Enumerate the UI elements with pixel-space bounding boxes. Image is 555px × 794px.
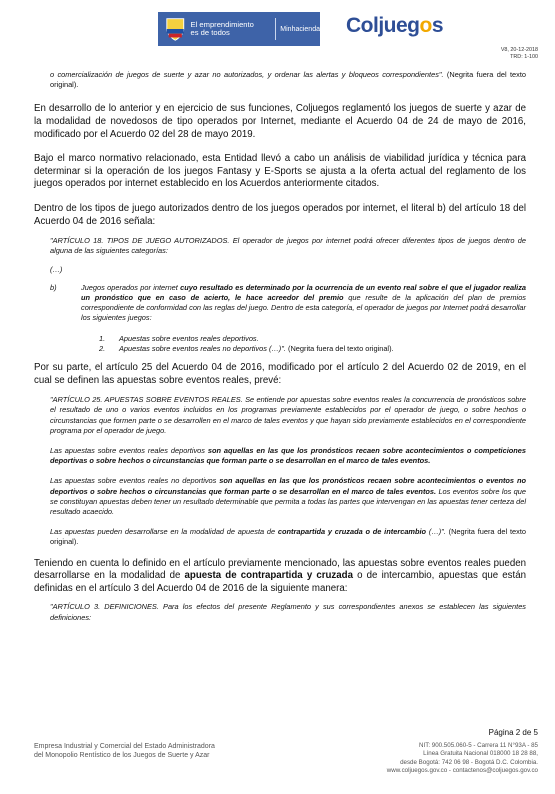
emphasis-note: (Negrita fuera del texto original). bbox=[285, 343, 394, 353]
list-item bbox=[99, 344, 526, 354]
literal-b-rest: que resulte de la aplicación del plan de premios correspondiente de conformidad con las reglas del juego. Dentro de esta categoría, el operador de juegos por Internet podrá desarrollar los siguientes juegos: bbox=[81, 292, 526, 323]
banner-divider bbox=[275, 18, 276, 40]
modality-rest: (…)". bbox=[426, 527, 446, 537]
paragraph-5 bbox=[34, 558, 526, 596]
quote-non-sports-bets bbox=[34, 476, 526, 517]
trd-label: TRD: 1-100 bbox=[510, 54, 538, 60]
logo-text-end: s bbox=[431, 14, 444, 37]
footer-contact bbox=[387, 742, 538, 775]
non-sports-intro: Las apuestas sobre eventos reales no deportivos bbox=[50, 476, 220, 486]
list-item-text: Apuestas sobre eventos reales no deportivos (…)". bbox=[119, 343, 286, 353]
page-number: Página 2 de 5 bbox=[488, 728, 538, 737]
footer-entity-line2: del Monopolio Rentístico de los Juegos de Suerte y Azar bbox=[34, 752, 210, 759]
emphasis-note: (Negrita fuera del texto original). bbox=[50, 527, 526, 547]
literal-b-text bbox=[81, 283, 526, 324]
logo-text: Coljueg bbox=[346, 14, 420, 37]
quote-sports-bets bbox=[34, 446, 526, 466]
paragraph-3: Dentro de los tipos de juego autorizados dentro de los juegos operados por internet, el literal b) del artículo 18 del Acuerdo 04 de 2016 señala: bbox=[34, 202, 526, 227]
sports-bets-intro: Las apuestas sobre eventos reales deportivos bbox=[50, 445, 208, 455]
page-header bbox=[0, 0, 555, 60]
government-slogan bbox=[191, 21, 272, 38]
coljuegos-logo bbox=[346, 14, 443, 38]
footer-entity-line1: Empresa Industrial y Comercial del Estado Administradora bbox=[34, 743, 215, 750]
paragraph-1: En desarrollo de lo anterior y en ejercicio de sus funciones, Coljuegos reglamentó los juegos de suerte y azar de la modalidad de novedosos de tipo operados por Internet, mediante el Acuerdo 04 de 24 de mayo de 2016, modificado por el Acuerdo 02 del 28 de mayo 2019. bbox=[34, 103, 526, 140]
p5-bold: apuesta de contrapartida y cruzada bbox=[184, 570, 353, 582]
quote-ellipsis: (…) bbox=[50, 264, 63, 274]
footer-web-email: www.coljuegos.gov.co - contactenos@coljuegos.gov.co bbox=[386, 766, 538, 774]
literal-b-intro: Juegos operados por internet bbox=[81, 282, 181, 292]
gov-slogan-line2: es de todos bbox=[190, 28, 230, 37]
modality-intro: Las apuestas pueden desarrollarse en la modalidad de apuesta de bbox=[50, 527, 278, 537]
government-banner bbox=[158, 12, 320, 46]
ministry-label: Minhacienda bbox=[280, 25, 320, 33]
quote-article-18: "ARTÍCULO 18. TIPOS DE JUEGO AUTORIZADOS. El operador de juegos por internet podrá ofrecer diferentes tipos de juegos dentro de alguna de las siguientes categorías: bbox=[50, 236, 526, 256]
quote-continuation bbox=[34, 70, 526, 90]
quote-article-25: "ARTÍCULO 25. APUESTAS SOBRE EVENTOS REALES. Se entiende por apuestas sobre eventos reales la concurrencia de pronósticos sobre el resultado de uno o varios eventos incluidos en los programas previamente establecidos por el operador de juego, o sobre hechos o circunstancias que formen parte o se desarrollen en el marco de tales eventos y que hayan sido previamente establecidos en el correspondiente programa por el operador de juego. bbox=[50, 395, 526, 435]
logo-o: o bbox=[419, 14, 432, 37]
list-number: 1. bbox=[99, 333, 106, 343]
list-item bbox=[99, 334, 526, 344]
sports-bets-bold: son aquellas en las que los pronósticos recaen sobre acontecimientos o competiciones deportivas o sobre hechos o circunstancias que forman parte o se desarrollan en el marco de tales eventos. bbox=[50, 445, 526, 466]
non-sports-rest: Los eventos sobre los que se constituyan apuestas deben tener un resultado determinable que permita a todas las partes que intervengan en las apuestas tener certeza del resultado acaecido. bbox=[50, 486, 526, 516]
footer-nit-address: NIT: 900.505.060-5 - Carrera 11 N°93A - 85 bbox=[419, 742, 538, 749]
document-body bbox=[34, 70, 526, 623]
literal-label: b) bbox=[50, 282, 57, 292]
paragraph-4: Por su parte, el artículo 25 del Acuerdo 04 de 2016, modificado por el artículo 2 del Acuerdo 02 de 2019, en el cual se definen las apuestas sobre eventos reales, prevé: bbox=[34, 361, 526, 386]
emphasis-note: (Negrita fuera del texto original). bbox=[50, 70, 527, 90]
quote-bet-modality bbox=[34, 527, 526, 547]
non-sports-bold: son aquellas en las que los pronósticos recaen sobre acontecimientos o eventos no deportivos o sobre hechos o circunstancias que forman parte o se desarrollan en el marco de tales eventos. bbox=[50, 476, 527, 496]
literal-b-bold: cuyo resultado es determinado por la ocurrencia de un evento real sobre el que el jugador realiza un pronóstico que en caso de acierto, le hace acreedor del premio bbox=[81, 282, 527, 302]
footer-entity bbox=[34, 742, 215, 760]
footer-phone-line: Línea Gratuita Nacional 018000 18 28 88, bbox=[423, 750, 538, 758]
p5-intro: Teniendo en cuenta lo definido en el artículo previamente mencionado, las apuestas sobre eventos reales pueden desarrollarse en la modalidad de bbox=[34, 557, 526, 582]
quote-text: o comercialización de juegos de suerte y azar no autorizados, y ordenar las alertas y bloqueos correspondientes". bbox=[50, 70, 444, 79]
paragraph-2: Bajo el marco normativo relacionado, esta Entidad llevó a cabo un análisis de viabilidad jurídica y técnica para determinar si la operación de los juegos Fantasy y E-Sports se ajusta a la oferta actual del reglamento de los juegos operados por internet establecido en los Acuerdos anteriormente citados. bbox=[34, 153, 526, 190]
modality-bold: contrapartida y cruzada o de intercambio bbox=[277, 527, 427, 537]
version-label: V8, 20-12-2018 bbox=[500, 47, 538, 53]
list-number: 2. bbox=[99, 343, 106, 353]
footer-bogota-phone: desde Bogotá: 742 06 98 - Bogotá D.C. Colombia. bbox=[400, 758, 538, 766]
p5-rest: o de intercambio, apuestas que están definidas en el artículo 3 del Acuerdo 04 de 2016 de la siguiente manera: bbox=[34, 570, 526, 594]
games-list bbox=[34, 334, 526, 354]
page-footer bbox=[0, 728, 555, 794]
gov-slogan-line1: El emprendimiento bbox=[190, 19, 254, 29]
list-item-text: Apuestas sobre eventos reales deportivos. bbox=[119, 333, 259, 343]
colombia-shield-icon bbox=[164, 15, 187, 43]
quote-literal-b bbox=[34, 283, 526, 324]
document-version bbox=[501, 47, 538, 61]
quote-article-3: "ARTÍCULO 3. DEFINICIONES. Para los efectos del presente Reglamento y sus correspondientes anexos se establecen las siguientes definiciones: bbox=[50, 602, 526, 622]
